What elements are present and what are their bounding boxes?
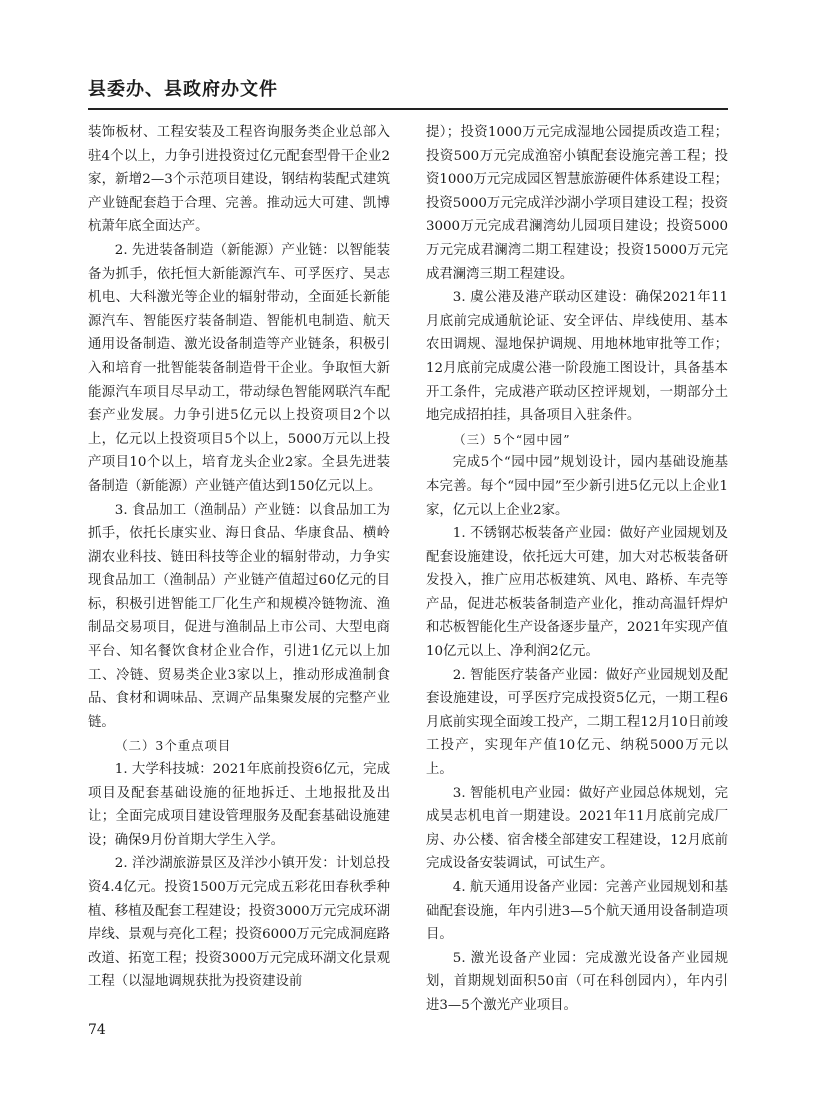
right-column xyxy=(426,121,728,1018)
paragraph: 提）；投资1000万元完成湿地公园提质改造工程；投资500万元完成渔窑小镇配套设施完善工程；投资1000万元完成园区智慧旅游硬件体系建设工程；投资5000万元完成洋沙湖小学项目建设工程；投资3000万元完成君澜湾幼儿园项目建设；投资5000万元完成君澜湾二期工程建设；投资15000万元完成君澜湾三期工程建设。 xyxy=(426,125,728,282)
header-title: 县委办、县政府办文件 xyxy=(88,79,278,100)
section-heading: （三）5个“园中园” xyxy=(453,431,571,447)
document-header xyxy=(88,78,728,102)
paragraph: 2. 智能医疗装备产业园：做好产业园规划及配套设施建设，可孚医疗完成投资5亿元，一期工程6月底前实现全面竣工投产，二期工程12月10日前竣工投产，实现年产值10亿元、纳税5000万元以上。 xyxy=(426,667,728,778)
paragraph: 1. 不锈钢芯板装备产业园：做好产业园规划及配套设施建设，依托远大可建，加大对芯板装备研发投入，推广应用芯板建筑、风电、路桥、车壳等产品，促进芯板装备制造产业化，推动高温钎焊炉和芯板智能化生产设备逐步量产，2021年实现产值10亿元以上、净利润2亿元。 xyxy=(426,526,728,660)
paragraph: 1. 大学科技城：2021年底前投资6亿元，完成项目及配套基础设施的征地拆迁、土地报批及出让；全面完成项目建设管理服务及配套基础设施建设；确保9月份首期大学生入学。 xyxy=(88,762,390,848)
page-number: 74 xyxy=(88,1022,106,1038)
paragraph: 3. 食品加工（渔制品）产业链：以食品加工为抓手，依托长康实业、海日食品、华康食品、横岭湖农业科技、链田科技等企业的辐射带动，力争实现食品加工（渔制品）产业链产值超过60亿元的目标，积极引进智能工厂化生产和规模冷链物流、渔制品交易项目，促进与渔制品上市公司、大型电商平台、知名餐饮食材企业合作，引进1亿元以上加工、冷链、贸易类企业3家以上，推动形成渔制食品、食材和调味品、烹调产品集聚发展的完整产业链。 xyxy=(88,502,390,730)
paragraph: 5. 激光设备产业园：完成激光设备产业园规划，首期规划面积50亩（可在科创园内），年内引进3—5个激光产业项目。 xyxy=(426,950,728,1013)
paragraph: 2. 洋沙湖旅游景区及洋沙小镇开发：计划总投资4.4亿元。投资1500万元完成五彩花田春秋季种植、移植及配套工程建设；投资3000万元完成环湖岸线、景观与亮化工程；投资6000万元完成洞庭路改道、拓宽工程；投资3000万元完成环湖文化景观工程（以湿地调规获批为投资建设前 xyxy=(88,856,390,990)
paragraph: 3. 虞公港及港产联动区建设：确保2021年11月底前完成通航论证、安全评估、岸线使用、基本农田调规、湿地保护调规、用地林地审批等工作；12月底前完成虞公港一阶段施工图设计，具备基本开工条件，完成港产联动区控评规划，一期部分土地完成招拍挂，具备项目入驻条件。 xyxy=(426,290,728,424)
paragraph: 2. 先进装备制造（新能源）产业链：以智能装备为抓手，依托恒大新能源汽车、可孚医疗、昊志机电、大科激光等企业的辐射带动，全面延长新能源汽车、智能医疗装备制造、智能机电制造、航天通用设备制造、激光设备制造等产业链条，积极引入和培育一批智能装备制造骨干企业。争取恒大新能源汽车项目尽早动工，带动绿色智能网联汽车配套产业发展。力争引进5亿元以上投资项目2个以上，亿元以上投资项目5个以上，5000万元以上投产项目10个以上，培育龙头企业2家。全县先进装备制造（新能源）产业链产值达到150亿元以上。 xyxy=(88,242,390,494)
left-column xyxy=(88,121,390,994)
paragraph: 4. 航天通用设备产业园：完善产业园规划和基础配套设施，年内引进3—5个航天通用设备制造项目。 xyxy=(426,880,728,943)
header-divider xyxy=(88,108,728,110)
paragraph: 完成5个“园中园”规划设计，园内基础设施基本完善。每个“园中园”至少新引进5亿元以上企业1家，亿元以上企业2家。 xyxy=(426,455,728,518)
paragraph: 3. 智能机电产业园：做好产业园总体规划，完成昊志机电首一期建设。2021年11月底前完成厂房、办公楼、宿舍楼全部建安工程建设，12月底前完成设备安装调试，可试生产。 xyxy=(426,785,728,872)
section-heading: （二）3个重点项目 xyxy=(115,738,232,754)
paragraph: 装饰板材、工程安装及工程咨询服务类企业总部入驻4个以上，力争引进投资过亿元配套型骨干企业2家，新增2—3个示范项目建设，钢结构装配式建筑产业链配套趋于合理、完善。推动远大可建、凯博杭萧年底全面达产。 xyxy=(88,125,390,235)
